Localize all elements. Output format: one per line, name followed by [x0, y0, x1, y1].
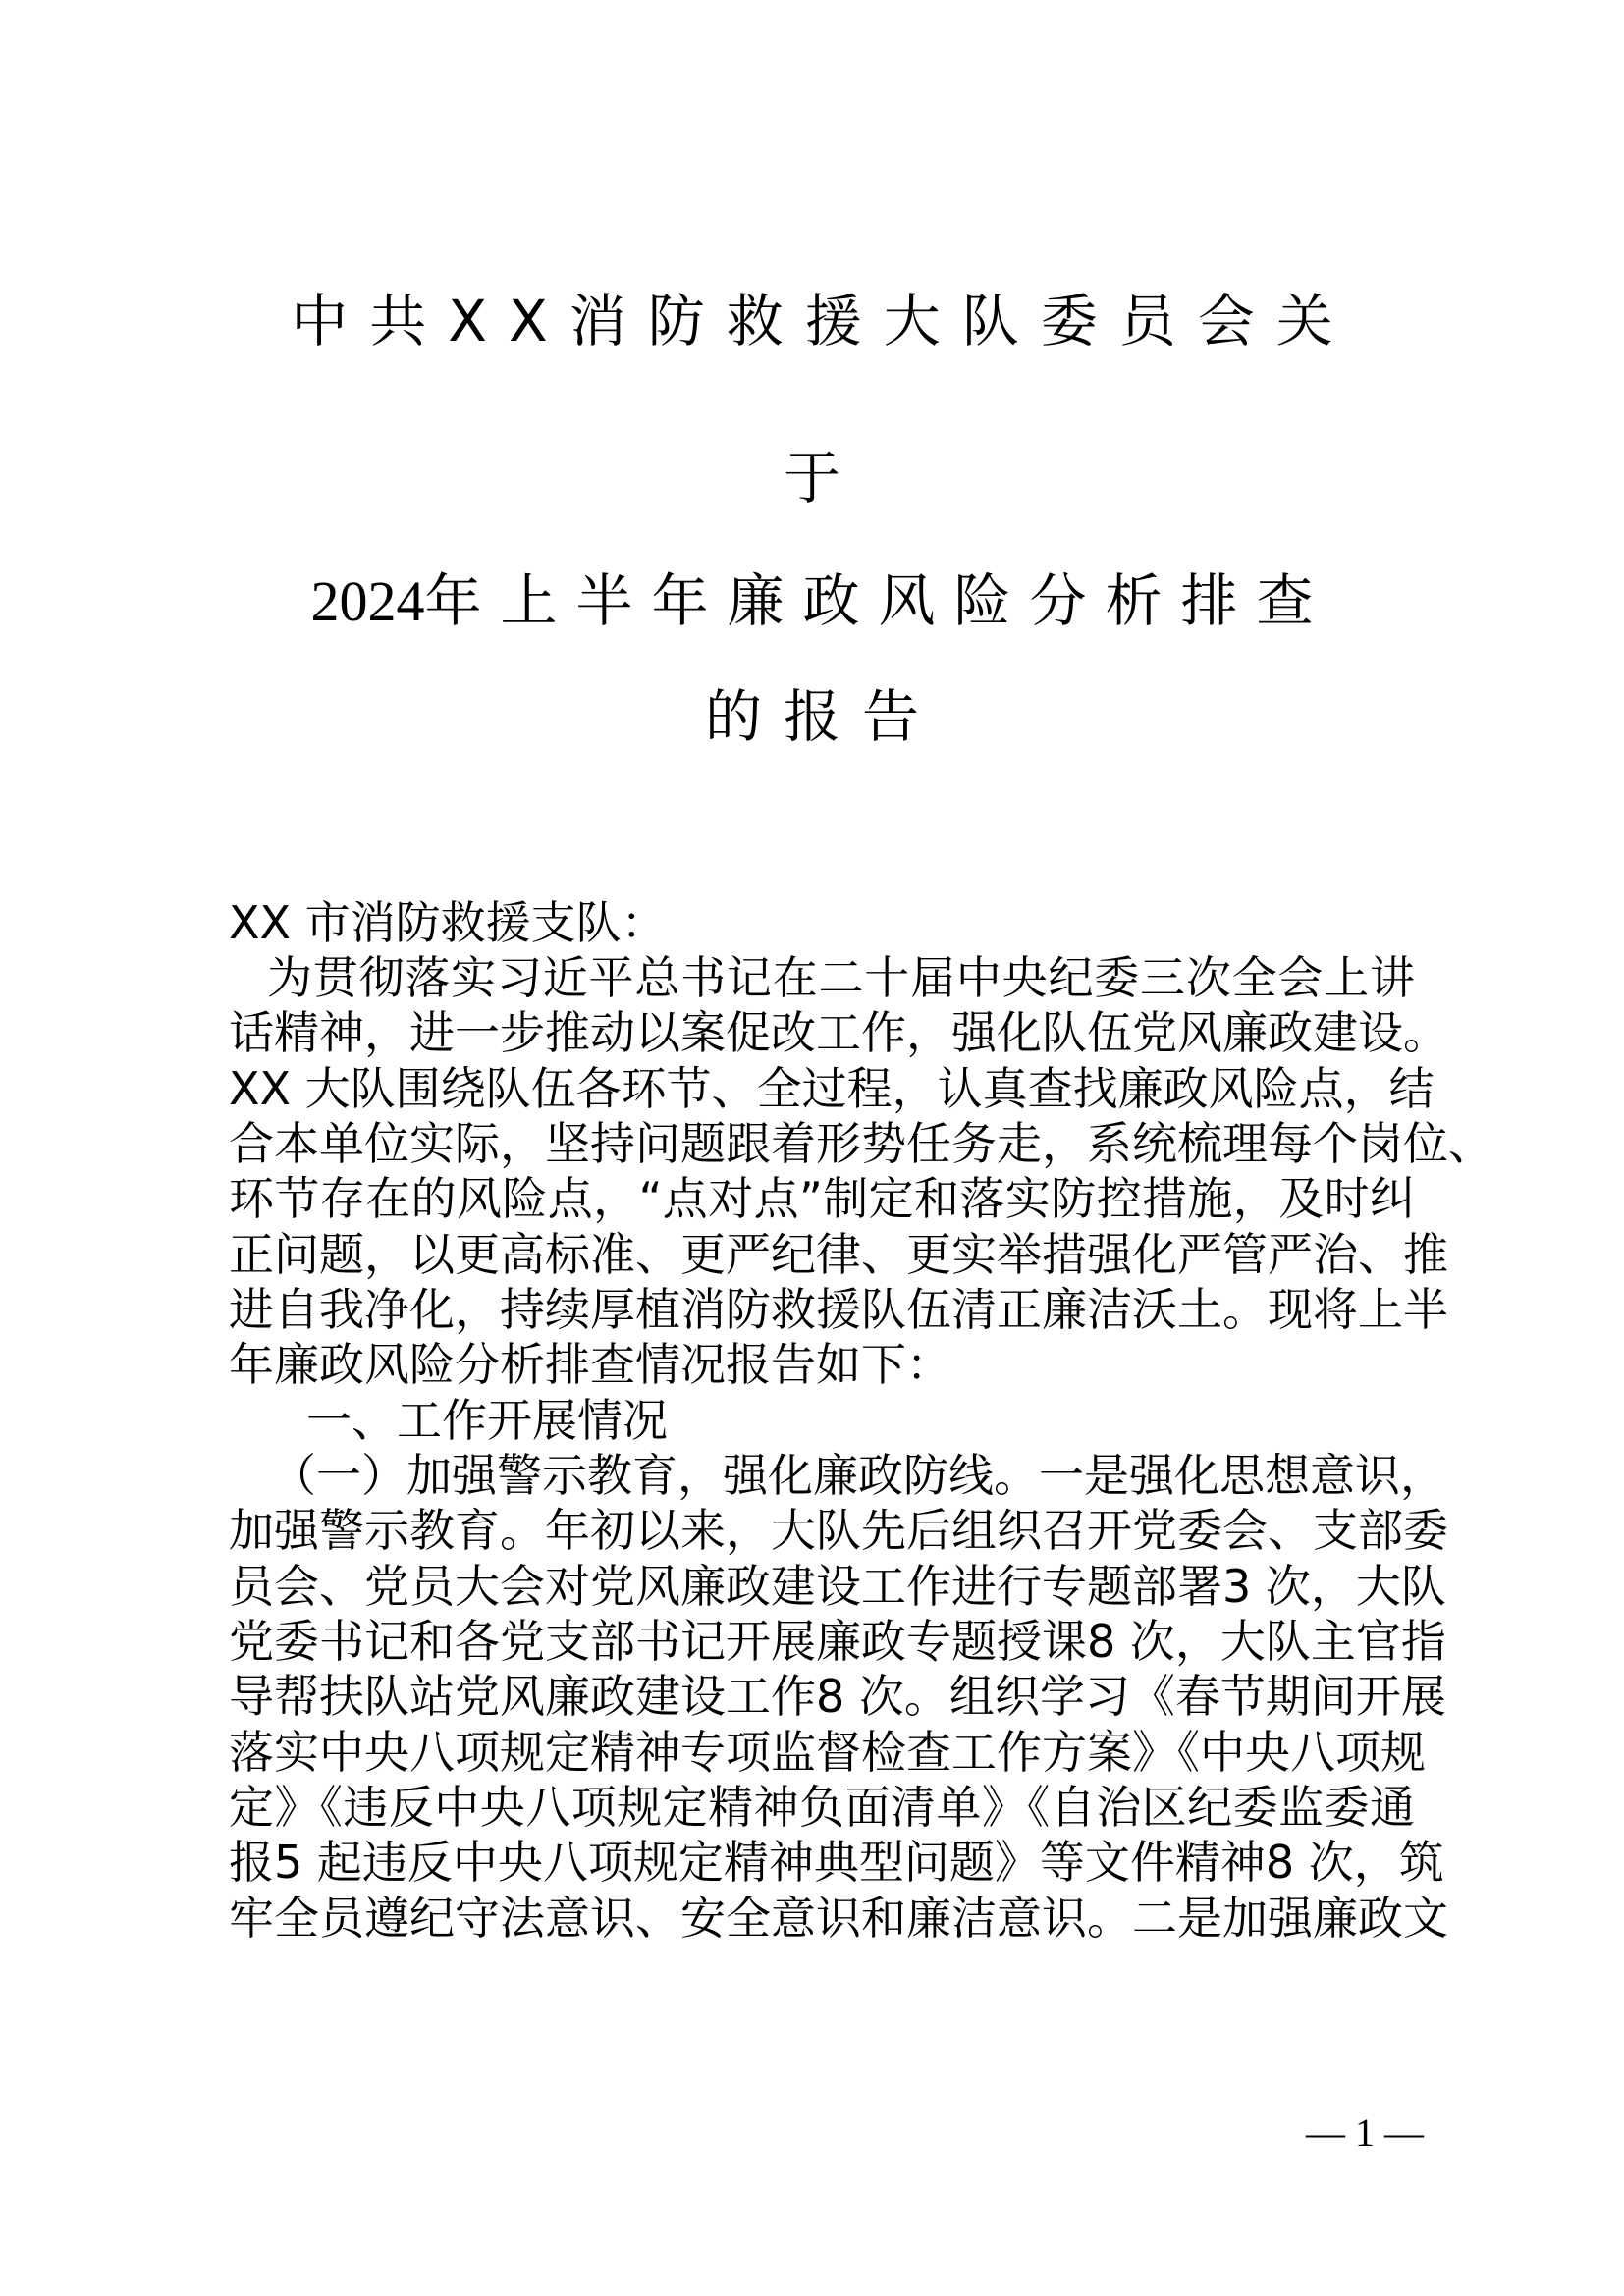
body-line: 导帮扶队站党风廉政建设工作8 次。组织学习《春节期间开展 — [229, 1670, 1446, 1723]
body-line: 环节存在的风险点，“点对点”制定和落实防控措施，及时纠 — [229, 1172, 1415, 1225]
title-year: 2024 — [310, 569, 425, 633]
body-line: 话精神，进一步推动以案促改工作，强化队伍党风廉政建设。 — [229, 1006, 1448, 1059]
body-line: 落实中央八项规定精神专项监督检查工作方案》《中央八项规 — [229, 1726, 1426, 1779]
title-line-3 — [0, 566, 1624, 636]
page-number: — 1 — — [1306, 2110, 1424, 2155]
body-line: 加强警示教育。年初以来，大队先后组织召开党委会、支部委 — [229, 1504, 1448, 1557]
title-line-3-text: 年上半年廉政风险分析排查 — [424, 567, 1332, 634]
addressee: XX 市消防救援支队： — [229, 896, 667, 949]
body-line: 正问题，以更高标准、更严纪律、更实举措强化严管严治、推 — [229, 1228, 1448, 1281]
body-line: XX 大队围绕队伍各环节、全过程，认真查找廉政风险点，结 — [229, 1062, 1435, 1115]
body-line: 进自我净化，持续厚植消防救援队伍清正廉洁沃土。现将上半 — [229, 1283, 1448, 1336]
body-line: 定》《违反中央八项规定精神负面清单》《自治区纪委监委通 — [229, 1781, 1415, 1834]
subsection-heading-line: （一）加强警示教育，强化廉政防线。一是强化思想意识， — [271, 1449, 1445, 1502]
title-line-4: 的报告 — [704, 683, 941, 750]
body-line: 合本单位实际，坚持问题跟着形势任务走，系统梳理每个岗位、 — [229, 1117, 1493, 1170]
section-heading: 一、工作开展情况 — [306, 1394, 668, 1447]
title-line-2: 于 — [783, 445, 840, 511]
title-line-1: 中共XX消防救援大队委员会关 — [291, 288, 1355, 354]
body-line: 员会、党员大会对党风廉政建设工作进行专题部署3 次，大队 — [229, 1560, 1446, 1613]
body-line: 党委书记和各党支部书记开展廉政专题授课8 次，大队主官指 — [229, 1615, 1446, 1668]
body-line: 为贯彻落实习近平总书记在二十届中央纪委三次全会上讲 — [267, 951, 1415, 1004]
body-line: 牢全员遵纪守法意识、安全意识和廉洁意识。二是加强廉政文 — [229, 1892, 1448, 1945]
body-line: 报5 起违反中央八项规定精神典型问题》等文件精神8 次，筑 — [229, 1836, 1444, 1889]
body-line: 年廉政风险分析排查情况报告如下： — [229, 1338, 951, 1391]
